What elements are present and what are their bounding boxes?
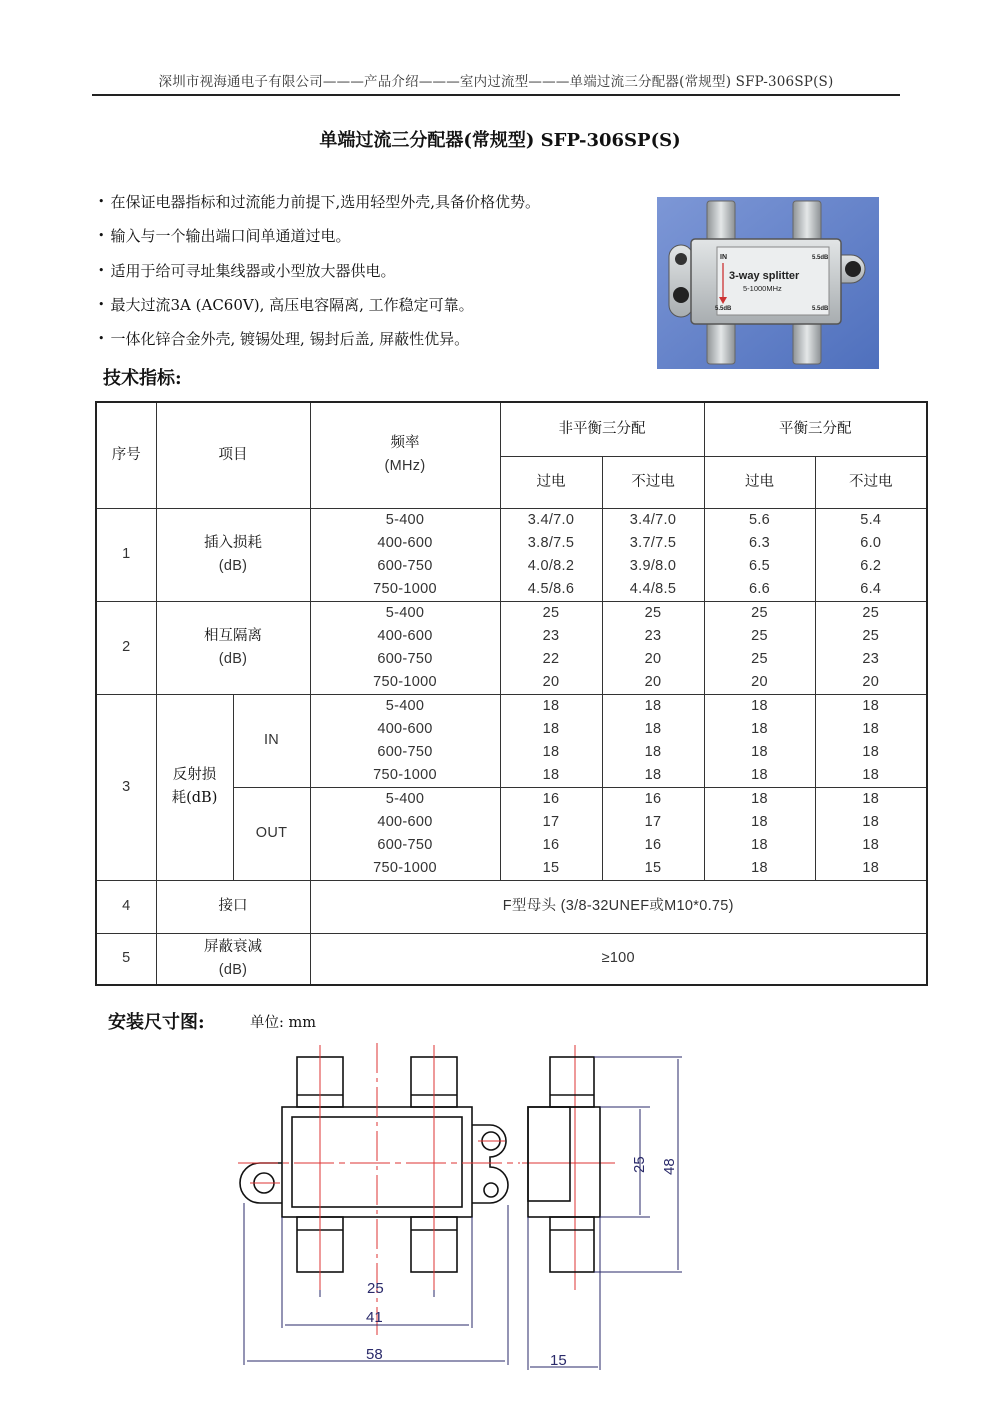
subheader-unbal-nopass: 不过电 — [602, 456, 704, 508]
page-header: 深圳市视海通电子有限公司———产品介绍———室内过流型———单端过流三分配器(常规型) SFP-306SP(S) — [158, 74, 834, 90]
photo-label-db-bottom: 5.5dB — [812, 306, 829, 312]
value-cell: 5.4 6.0 6.2 6.4 — [815, 508, 927, 601]
side-view — [528, 1057, 600, 1272]
install-unit: 单位: mm — [250, 1015, 316, 1031]
value-cell: 25 25 25 20 — [704, 601, 815, 694]
value-cell: 25 23 22 20 — [500, 601, 602, 694]
photo-port-top-left — [707, 201, 735, 243]
shielding-value: ≥100 — [310, 933, 927, 985]
table-row — [96, 601, 927, 694]
feature-list — [98, 190, 658, 361]
value-cell: 18 18 18 18 — [704, 694, 815, 787]
subheader-unbal-pass: 过电 — [500, 456, 602, 508]
photo-port-bottom-left — [707, 322, 735, 364]
freq-cell: 5-400 400-600 600-750 750-1000 — [310, 694, 500, 787]
photo-port-bottom-right — [793, 322, 821, 364]
side-port-bottom — [550, 1217, 594, 1272]
row-item-isolation: 相互隔离 (dB) — [156, 601, 310, 694]
photo-hole — [675, 253, 687, 265]
subheader-bal-pass: 过电 — [704, 456, 815, 508]
value-cell: 18 18 18 18 — [815, 787, 927, 880]
value-cell: 16 17 16 15 — [602, 787, 704, 880]
dim-ports-spacing: 25 — [367, 1280, 384, 1297]
header-no: 序号 — [96, 402, 156, 508]
front-hole-right-bottom — [484, 1183, 498, 1197]
table-row — [96, 508, 927, 601]
spec-heading: 技术指标: — [103, 368, 182, 389]
port-out: OUT — [233, 787, 310, 880]
dim-total-width: 58 — [366, 1346, 383, 1363]
side-port-top — [550, 1057, 594, 1107]
photo-port-top-right — [793, 201, 821, 243]
value-cell: 3.4/7.0 3.8/7.5 4.0/8.2 4.5/8.6 — [500, 508, 602, 601]
row-item-return-loss: 反射损 耗(dB) — [156, 694, 233, 880]
feature-item: • 一体化锌合金外壳, 镀锡处理, 锡封后盖, 屏蔽性优异。 — [98, 327, 658, 361]
spec-table — [95, 401, 928, 986]
connector-value: F型母头 (3/8-32UNEF或M10*0.75) — [310, 880, 927, 933]
dim-depth: 15 — [550, 1352, 567, 1369]
freq-cell: 5-400 400-600 600-750 750-1000 — [310, 601, 500, 694]
port-in: IN — [233, 694, 310, 787]
photo-hole — [673, 287, 689, 303]
value-cell: 18 18 18 18 — [704, 787, 815, 880]
photo-label-in: IN — [720, 254, 727, 261]
feature-item: • 适用于给可寻址集线器或小型放大器供电。 — [98, 259, 658, 293]
side-back-cover — [528, 1107, 570, 1201]
value-cell: 25 25 23 20 — [815, 601, 927, 694]
header-balanced: 平衡三分配 — [704, 402, 927, 456]
feature-item: • 输入与一个输出端口间单通道过电。 — [98, 224, 658, 258]
row-no: 4 — [96, 880, 156, 933]
value-cell: 18 18 18 18 — [500, 694, 602, 787]
front-ear-right — [472, 1125, 508, 1203]
dimension-drawing — [230, 1035, 700, 1375]
row-no: 3 — [96, 694, 156, 880]
header-item: 项目 — [156, 402, 310, 508]
table-row — [96, 694, 927, 787]
page-title: 单端过流三分配器(常规型) SFP-306SP(S) — [319, 130, 681, 151]
table-row — [96, 933, 927, 985]
row-item-insertion: 插入损耗 (dB) — [156, 508, 310, 601]
photo-label-db-top: 5.5dB — [812, 255, 829, 261]
photo-label-freq: 5-1000MHz — [743, 284, 782, 293]
table-row — [96, 880, 927, 933]
dim-body-height: 25 — [631, 1156, 648, 1173]
header-freq: 频率 (MHz) — [310, 402, 500, 508]
centerlines — [238, 1043, 615, 1335]
table-header-row — [96, 402, 927, 456]
install-heading: 安装尺寸图: — [108, 1012, 205, 1033]
photo-label-db-bottom-left: 5.5dB — [715, 306, 732, 312]
value-cell: 5.6 6.3 6.5 6.6 — [704, 508, 815, 601]
photo-hole — [845, 261, 861, 277]
header-unbalanced: 非平衡三分配 — [500, 402, 704, 456]
value-cell: 18 18 18 18 — [815, 694, 927, 787]
subheader-bal-nopass: 不过电 — [815, 456, 927, 508]
value-cell: 18 18 18 18 — [602, 694, 704, 787]
value-cell: 16 17 16 15 — [500, 787, 602, 880]
photo-label-model: 3-way splitter — [729, 270, 800, 282]
freq-cell: 5-400 400-600 600-750 750-1000 — [310, 508, 500, 601]
dim-body-width: 41 — [366, 1309, 383, 1326]
row-no: 2 — [96, 601, 156, 694]
value-cell: 3.4/7.0 3.7/7.5 3.9/8.0 4.4/8.5 — [602, 508, 704, 601]
dimension-lines — [244, 1057, 682, 1370]
feature-item: • 在保证电器指标和过流能力前提下,选用轻型外壳,具备价格优势。 — [98, 190, 658, 224]
freq-cell: 5-400 400-600 600-750 750-1000 — [310, 787, 500, 880]
product-photo — [657, 197, 879, 369]
row-no: 5 — [96, 933, 156, 985]
feature-item: • 最大过流3A (AC60V), 高压电容隔离, 工作稳定可靠。 — [98, 293, 658, 327]
header-divider — [92, 94, 900, 96]
row-item-connector: 接口 — [156, 880, 310, 933]
front-view — [240, 1057, 508, 1272]
row-no: 1 — [96, 508, 156, 601]
dim-total-height: 48 — [661, 1158, 678, 1175]
value-cell: 25 23 20 20 — [602, 601, 704, 694]
row-item-shielding: 屏蔽衰减 (dB) — [156, 933, 310, 985]
